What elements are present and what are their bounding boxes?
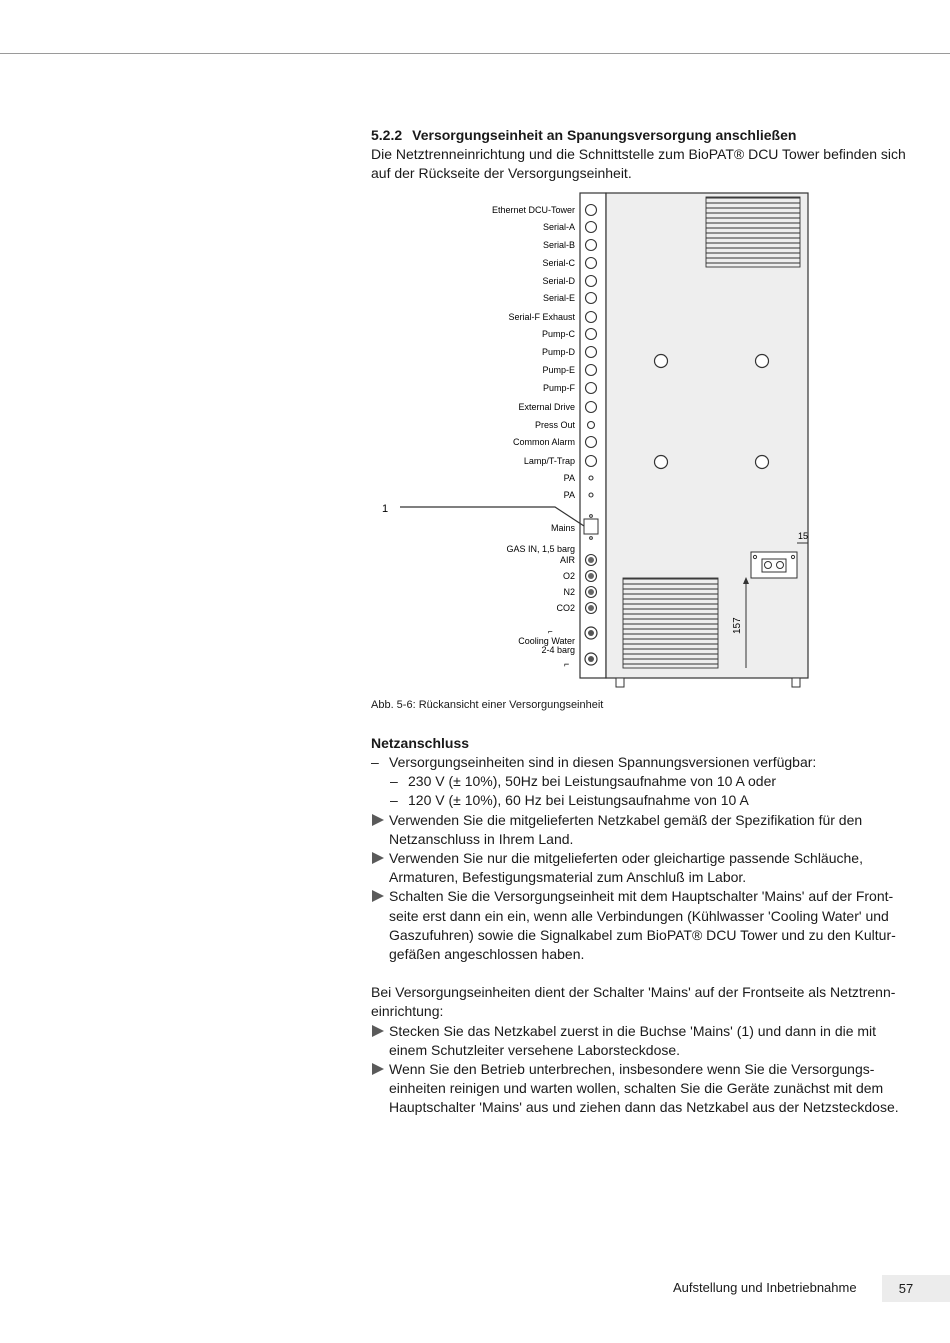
dash-mark: –: [390, 792, 398, 809]
step-line: Netzanschluss in Ihrem Land.: [389, 830, 574, 847]
step-line: Schalten Sie die Versorgungseinheit mit dem Hauptschalter 'Mains' auf der Front-: [389, 888, 894, 905]
step-item: [371, 849, 916, 887]
arrow-icon: [372, 890, 384, 902]
gas-port-label: AIR: [559, 555, 575, 565]
port-connector: [586, 329, 597, 340]
mounting-hole: [655, 355, 668, 368]
port-label: Serial-B: [542, 240, 575, 250]
dash-item-text: Versorgungseinheiten sind in diesen Spannungsversionen verfügbar:: [389, 754, 817, 770]
port-connector: [586, 456, 597, 467]
port-connector: [586, 205, 597, 216]
callout-number: 1: [382, 503, 389, 515]
port-label: Lamp/T-Trap: [523, 456, 575, 466]
port-label: Pump-D: [541, 347, 575, 357]
sub-item-text: 230 V (± 10%), 50Hz bei Leistungsaufnahme von 10 A oder: [408, 773, 777, 790]
gas-port-core: [588, 573, 594, 579]
port-connector: [586, 402, 597, 413]
gas-port-label: CO2: [556, 603, 575, 613]
port-label: Serial-C: [542, 258, 575, 268]
port-label: Serial-A: [542, 222, 575, 232]
step-line: einheiten reinigen und warten wollen, schalten Sie die Geräte zunächst mit dem: [389, 1080, 884, 1097]
gas-header: GAS IN, 1,5 barg: [506, 544, 575, 554]
port-label: PA: [563, 490, 575, 500]
sub-item: [371, 772, 916, 791]
mounting-hole: [756, 355, 769, 368]
arrow-icon: [372, 1063, 384, 1075]
gas-port-label: O2: [562, 571, 575, 581]
port-connector: [586, 240, 597, 251]
mounting-hole: [756, 456, 769, 469]
page-number-box: [882, 1275, 950, 1302]
port-connector: [586, 312, 597, 323]
para-line: Bei Versorgungseinheiten dient der Schalter 'Mains' auf der Frontseite als Netztrenn-: [371, 984, 896, 1001]
gas-port-label: N2: [563, 587, 575, 597]
step-line: Gaszufuhren) sowie die Signalkabel zum BioPAT® DCU Tower und zu den Kultur-: [389, 926, 896, 943]
section-title: [371, 126, 916, 145]
dash-mark: –: [390, 773, 398, 790]
port-label: Common Alarm: [512, 437, 575, 447]
sub-item: [371, 791, 916, 810]
rear-view-drawing: [371, 186, 821, 696]
step-line: Armaturen, Befestigungsmaterial zum Anschluß im Labor.: [389, 869, 747, 886]
section-title-text: Versorgungseinheit an Spanungsversorgung anschließen: [412, 127, 797, 143]
page-number: 57: [898, 1281, 914, 1296]
port-connector: [586, 347, 597, 358]
port-label: Serial-F Exhaust: [508, 312, 575, 322]
intro-line-1: Die Netztrenneinrichtung und die Schnittstelle zum BioPAT® DCU Tower befinden sich: [371, 146, 906, 162]
port-connector: [589, 493, 593, 497]
foot-left: [616, 678, 624, 687]
step-item: [371, 811, 916, 849]
foot-right: [792, 678, 800, 687]
cooling-label-1: Cooling Water: [518, 636, 575, 646]
port-label: PA: [563, 473, 575, 483]
cooling-out-core: [588, 656, 594, 662]
intro-line-2: auf der Rückseite der Versorgungseinheit.: [371, 165, 632, 181]
netzanschluss-section: [371, 734, 916, 1118]
section-header: [371, 126, 916, 183]
port-connector: [586, 383, 597, 394]
arrow-icon: [372, 1025, 384, 1037]
port-connector: [586, 365, 597, 376]
step-item: [371, 1022, 916, 1060]
port-label: Pump-E: [542, 365, 575, 375]
figure-caption: Abb. 5-6: Rückansicht einer Versorgungseinheit: [371, 699, 604, 711]
port-connector: [586, 293, 597, 304]
port-label: External Drive: [518, 402, 575, 412]
mains-label: Mains: [550, 523, 575, 533]
dash-item: [371, 753, 916, 772]
step-line: Verwenden Sie die mitgelieferten Netzkabel gemäß der Spezifikation für den: [389, 811, 863, 828]
port-label: Pump-F: [542, 383, 575, 393]
rear-view-figure: [371, 186, 821, 696]
step-item: [371, 1060, 916, 1118]
port-connector: [586, 437, 597, 448]
water-out-icon: ⌐: [564, 659, 570, 669]
port-connector: [586, 276, 597, 287]
para-line: einrichtung:: [371, 1003, 444, 1020]
footer-chapter: Aufstellung und Inbetriebnahme: [673, 1280, 857, 1295]
step-line: Hauptschalter 'Mains' aus und ziehen dann das Netzkabel aus der Netzsteckdose.: [389, 1099, 899, 1116]
side-connector-socket: [762, 559, 786, 572]
sub-item-text: 120 V (± 10%), 60 Hz bei Leistungsaufnahme von 10 A: [408, 792, 749, 809]
cooling-in-core: [588, 630, 594, 636]
gas-port-core: [588, 589, 594, 595]
step-line: seite erst dann ein ein, wenn alle Verbindungen (Kühlwasser 'Cooling Water' und: [389, 907, 889, 924]
step-line: gefäßen angeschlossen haben.: [389, 946, 585, 963]
cooling-label-2: 2-4 barg: [541, 645, 575, 655]
step-line: Stecken Sie das Netzkabel zuerst in die Buchse 'Mains' (1) und dann in die mit: [389, 1022, 877, 1039]
port-label: Serial-D: [542, 276, 575, 286]
water-in-icon: ⌐: [548, 627, 553, 636]
port-connector: [588, 422, 595, 429]
section-number: 5.2.2: [371, 127, 403, 143]
port-label: Press Out: [534, 420, 575, 430]
housing-body: [606, 193, 808, 678]
dim-157-label: 157: [732, 617, 743, 634]
mounting-hole: [655, 456, 668, 469]
dash-mark: –: [371, 754, 379, 770]
port-connector: [589, 476, 593, 480]
arrow-icon: [372, 814, 384, 826]
port-connector: [586, 222, 597, 233]
dim-15-label: 15: [798, 531, 809, 541]
port-label: Serial-E: [542, 293, 575, 303]
step-item: [371, 887, 916, 964]
port-connector: [586, 258, 597, 269]
paragraph-gap: [371, 964, 916, 983]
netz-heading: Netzanschluss: [371, 735, 470, 751]
step-line: Verwenden Sie nur die mitgelieferten oder gleichartige passende Schläuche,: [389, 850, 863, 867]
arrow-icon: [372, 852, 384, 864]
header-rule: [0, 53, 950, 54]
port-label: Ethernet DCU-Tower: [491, 205, 575, 215]
gas-port-core: [588, 557, 594, 563]
gas-port-core: [588, 605, 594, 611]
step-line: einem Schutzleiter versehene Laborsteckdose.: [389, 1041, 681, 1058]
port-label: Pump-C: [541, 329, 575, 339]
step-line: Wenn Sie den Betrieb unterbrechen, insbesondere wenn Sie die Versorgungs-: [389, 1061, 875, 1078]
mains-socket: [584, 519, 598, 534]
